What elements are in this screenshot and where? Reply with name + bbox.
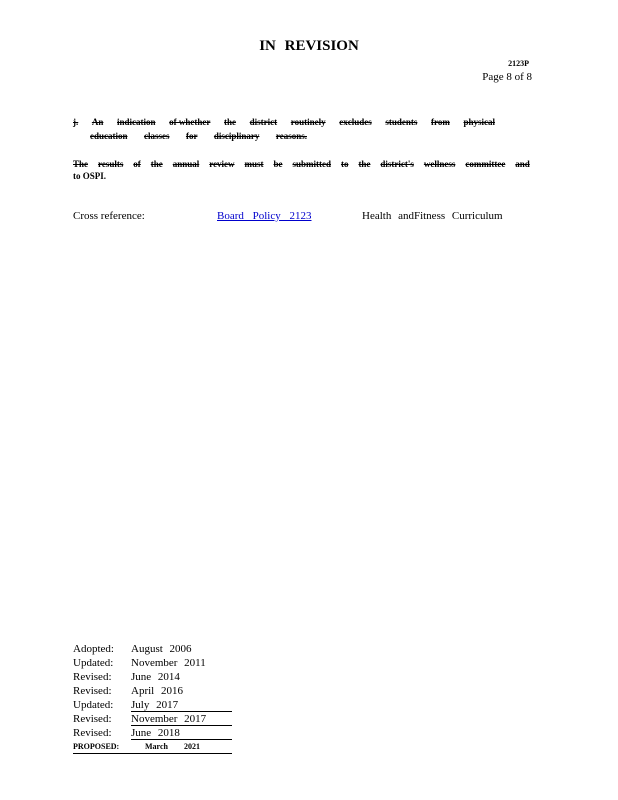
history-date: November 2011	[131, 657, 206, 669]
history-label: Revised:	[73, 671, 112, 683]
word: The	[73, 159, 89, 169]
word: review	[209, 159, 235, 169]
word: classes	[143, 131, 170, 141]
word: reasons.	[275, 131, 307, 141]
word: the	[358, 159, 371, 169]
word: and	[515, 159, 530, 169]
history-label: Revised:	[73, 685, 112, 697]
struck-item-j-line2	[73, 129, 307, 143]
history-row	[73, 684, 232, 698]
history-row-proposed	[73, 740, 232, 754]
history-date: March 2021	[131, 740, 232, 754]
struck-review-line1	[73, 157, 530, 171]
word: routinely	[290, 117, 326, 127]
history-date: June 2014	[131, 671, 180, 683]
history-label: Revised:	[73, 727, 112, 739]
word: wellness	[423, 159, 456, 169]
cross-reference-label: Cross reference:	[73, 210, 145, 222]
history-label: PROPOSED:	[73, 740, 131, 754]
history-date: August 2006	[131, 643, 192, 655]
history-row	[73, 712, 232, 726]
history-row	[73, 656, 232, 670]
word: indication	[117, 117, 156, 127]
word: from	[431, 117, 450, 127]
history-date: November 2017	[131, 712, 232, 726]
word: j.	[73, 117, 79, 127]
word: submitted	[292, 159, 331, 169]
history-row	[73, 642, 232, 656]
word: An	[91, 117, 104, 127]
word: of	[133, 159, 141, 169]
history-date: July 2017	[131, 698, 232, 712]
word: the	[224, 117, 237, 127]
history-row	[73, 726, 232, 740]
word: students	[385, 117, 418, 127]
policy-code: 2123P	[508, 59, 529, 68]
word: district	[249, 117, 278, 127]
history-date: April 2016	[131, 685, 183, 697]
word: the	[150, 159, 163, 169]
review-line2: to OSPI.	[73, 171, 107, 181]
word: be	[273, 159, 283, 169]
struck-item-j-line1	[73, 115, 495, 129]
word: annual	[172, 159, 200, 169]
struck-item-j	[73, 115, 495, 143]
word: committee	[465, 159, 506, 169]
word: education	[90, 131, 128, 141]
word: to	[340, 159, 349, 169]
page-number: Page 8 of 8	[482, 71, 532, 83]
history-row	[73, 698, 232, 712]
history-row	[73, 670, 232, 684]
cross-reference-title: Health andFitness Curriculum	[362, 210, 503, 222]
word: of whether	[169, 117, 211, 127]
history-date: June 2018	[131, 726, 232, 740]
word: disciplinary	[213, 131, 260, 141]
word: results	[97, 159, 124, 169]
word: for	[185, 131, 198, 141]
history-label: Updated:	[73, 657, 114, 669]
policy-history	[73, 642, 232, 754]
word: district's	[380, 159, 414, 169]
word: excludes	[339, 117, 372, 127]
document-status-title: IN REVISION	[259, 38, 359, 54]
word: must	[244, 159, 264, 169]
board-policy-link[interactable]: Board Policy 2123	[217, 210, 312, 222]
history-label: Revised:	[73, 713, 112, 725]
history-label: Adopted:	[73, 643, 114, 655]
history-label: Updated:	[73, 699, 114, 711]
word: physical	[463, 117, 495, 127]
